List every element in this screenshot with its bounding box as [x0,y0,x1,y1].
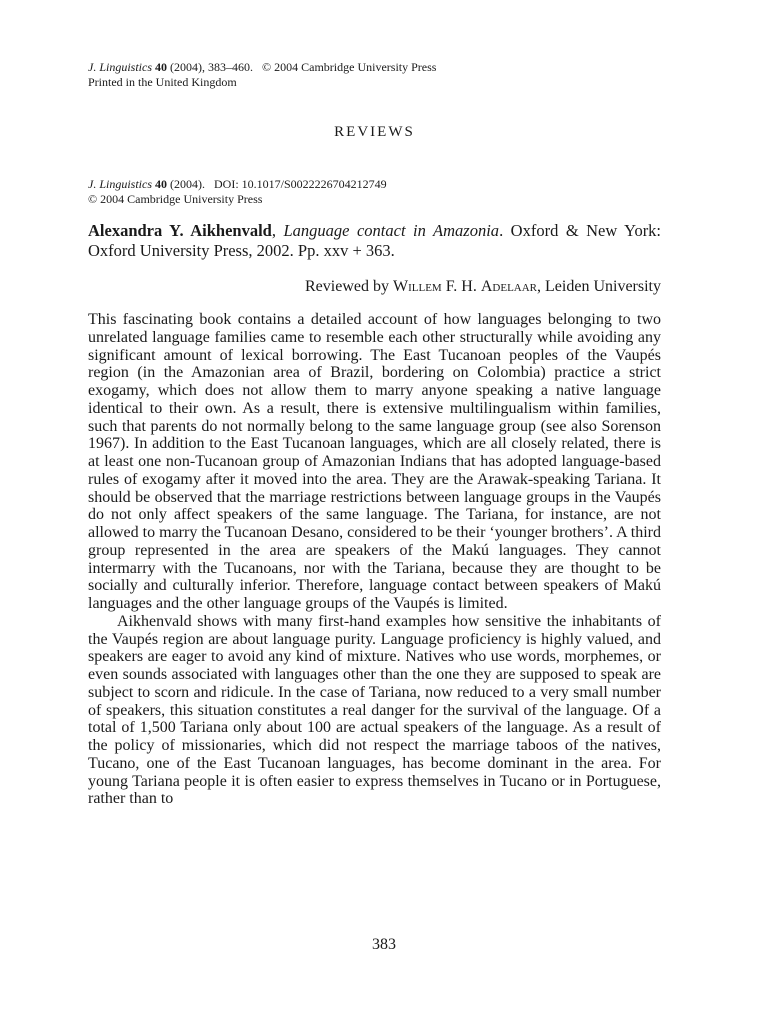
reviewer-line [88,277,661,297]
reviewer-affiliation: , Leiden University [537,278,661,295]
book-publisher: . Oxford & New York: Oxford University Press, 2002. Pp. xxv + 363. [88,221,662,260]
body-paragraph-1: This fascinating book contains a detailed account of how languages belonging to two unrelated language families came to resemble each other structurally while avoiding any significant amount of lexical borrowing. The East Tucanoan peoples of the Vaupés region (in the Amazonian area of Brazil, bordering on Colombia) practice a strict exogamy, which does not allow them to marry anyone speaking a native language identical to their own. As a result, there is extensive multilingualism within families, such that parents do not normally belong to the same language group (see also Sorenson 1967). In addition to the East Tucanoan languages, which are all closely related, there is at least one non-Tucanoan group of Amazonian Indians that has adopted language-based rules of exogamy after it moved into the area. They are the Arawak-speaking Tariana. It should be observed that the marriage restrictions between language groups in the Vaupés do not only affect speakers of the same language. The Tariana, for instance, are not allowed to marry the Tucanoan Desano, considered to be their ‘younger brothers’. A third group represented in the area are speakers of the Makú languages. They cannot intermarry with the Tucanoans, nor with the Tariana, because they are thought to be socially and culturally inferior. Therefore, language contact between speakers of Makú languages and the other language groups of the Vaupés is limited. [88,311,661,612]
page-number: 383 [372,936,396,953]
doi-journal-volume: 40 [155,177,168,191]
book-author: Alexandra Y. Aikhenvald [88,221,272,240]
journal-name: J. Linguistics [88,60,153,74]
journal-year-pages: (2004), 383–460. [170,60,254,74]
section-title: REVIEWS [334,124,415,140]
page-content [88,60,661,808]
doi-year: (2004). [170,177,206,191]
journal-header-line-1 [88,60,661,75]
book-citation: Alexandra Y. Aikhenvald, Language contact in Amazonia. Oxford & New York: Oxford University Press, 2002. Pp. xxv + 363. [88,221,662,260]
journal-volume: 40 [155,60,168,74]
doi-block [88,177,661,207]
doi-journal-name: J. Linguistics [88,177,153,191]
doi-line [88,177,661,192]
reviewer-last-name: Adelaar [480,278,538,295]
body-paragraph-2: Aikhenvald shows with many first-hand examples how sensitive the inhabitants of the Vaupés region are about language purity. Language proficiency is highly valued, and speakers are eager to avoid any kind of mixture. Natives who use words, morphemes, or even sounds associated with languages other than the one they are supposed to speak are subject to scorn and ridicule. In the case of Tariana, now reduced to a very small number of speakers, this situation constitutes a real danger for the survival of the language. Of a total of 1,500 Tariana only about 100 are actual speakers of the language. As a result of the policy of missionaries, which did not respect the marriage taboos of the natives, Tucano, one of the East Tucanoan languages, has become dominant in the area. For young Tariana people it is often easier to express themselves in Tucano or in Portuguese, rather than to [88,612,661,808]
printed-in: Printed in the United Kingdom [88,75,237,89]
reviewer-prefix: Reviewed by [305,278,393,295]
journal-copyright: © 2004 Cambridge University Press [262,60,437,74]
doi-identifier: DOI: 10.1017/S0022226704212749 [214,177,387,191]
review-body [88,311,661,808]
journal-header [88,60,661,90]
reviewer-first-name: Willem [392,278,442,295]
book-title: Language contact in Amazonia [283,221,500,240]
doi-copyright: © 2004 Cambridge University Press [88,192,263,206]
reviewer-initials: F. H. [441,278,481,295]
